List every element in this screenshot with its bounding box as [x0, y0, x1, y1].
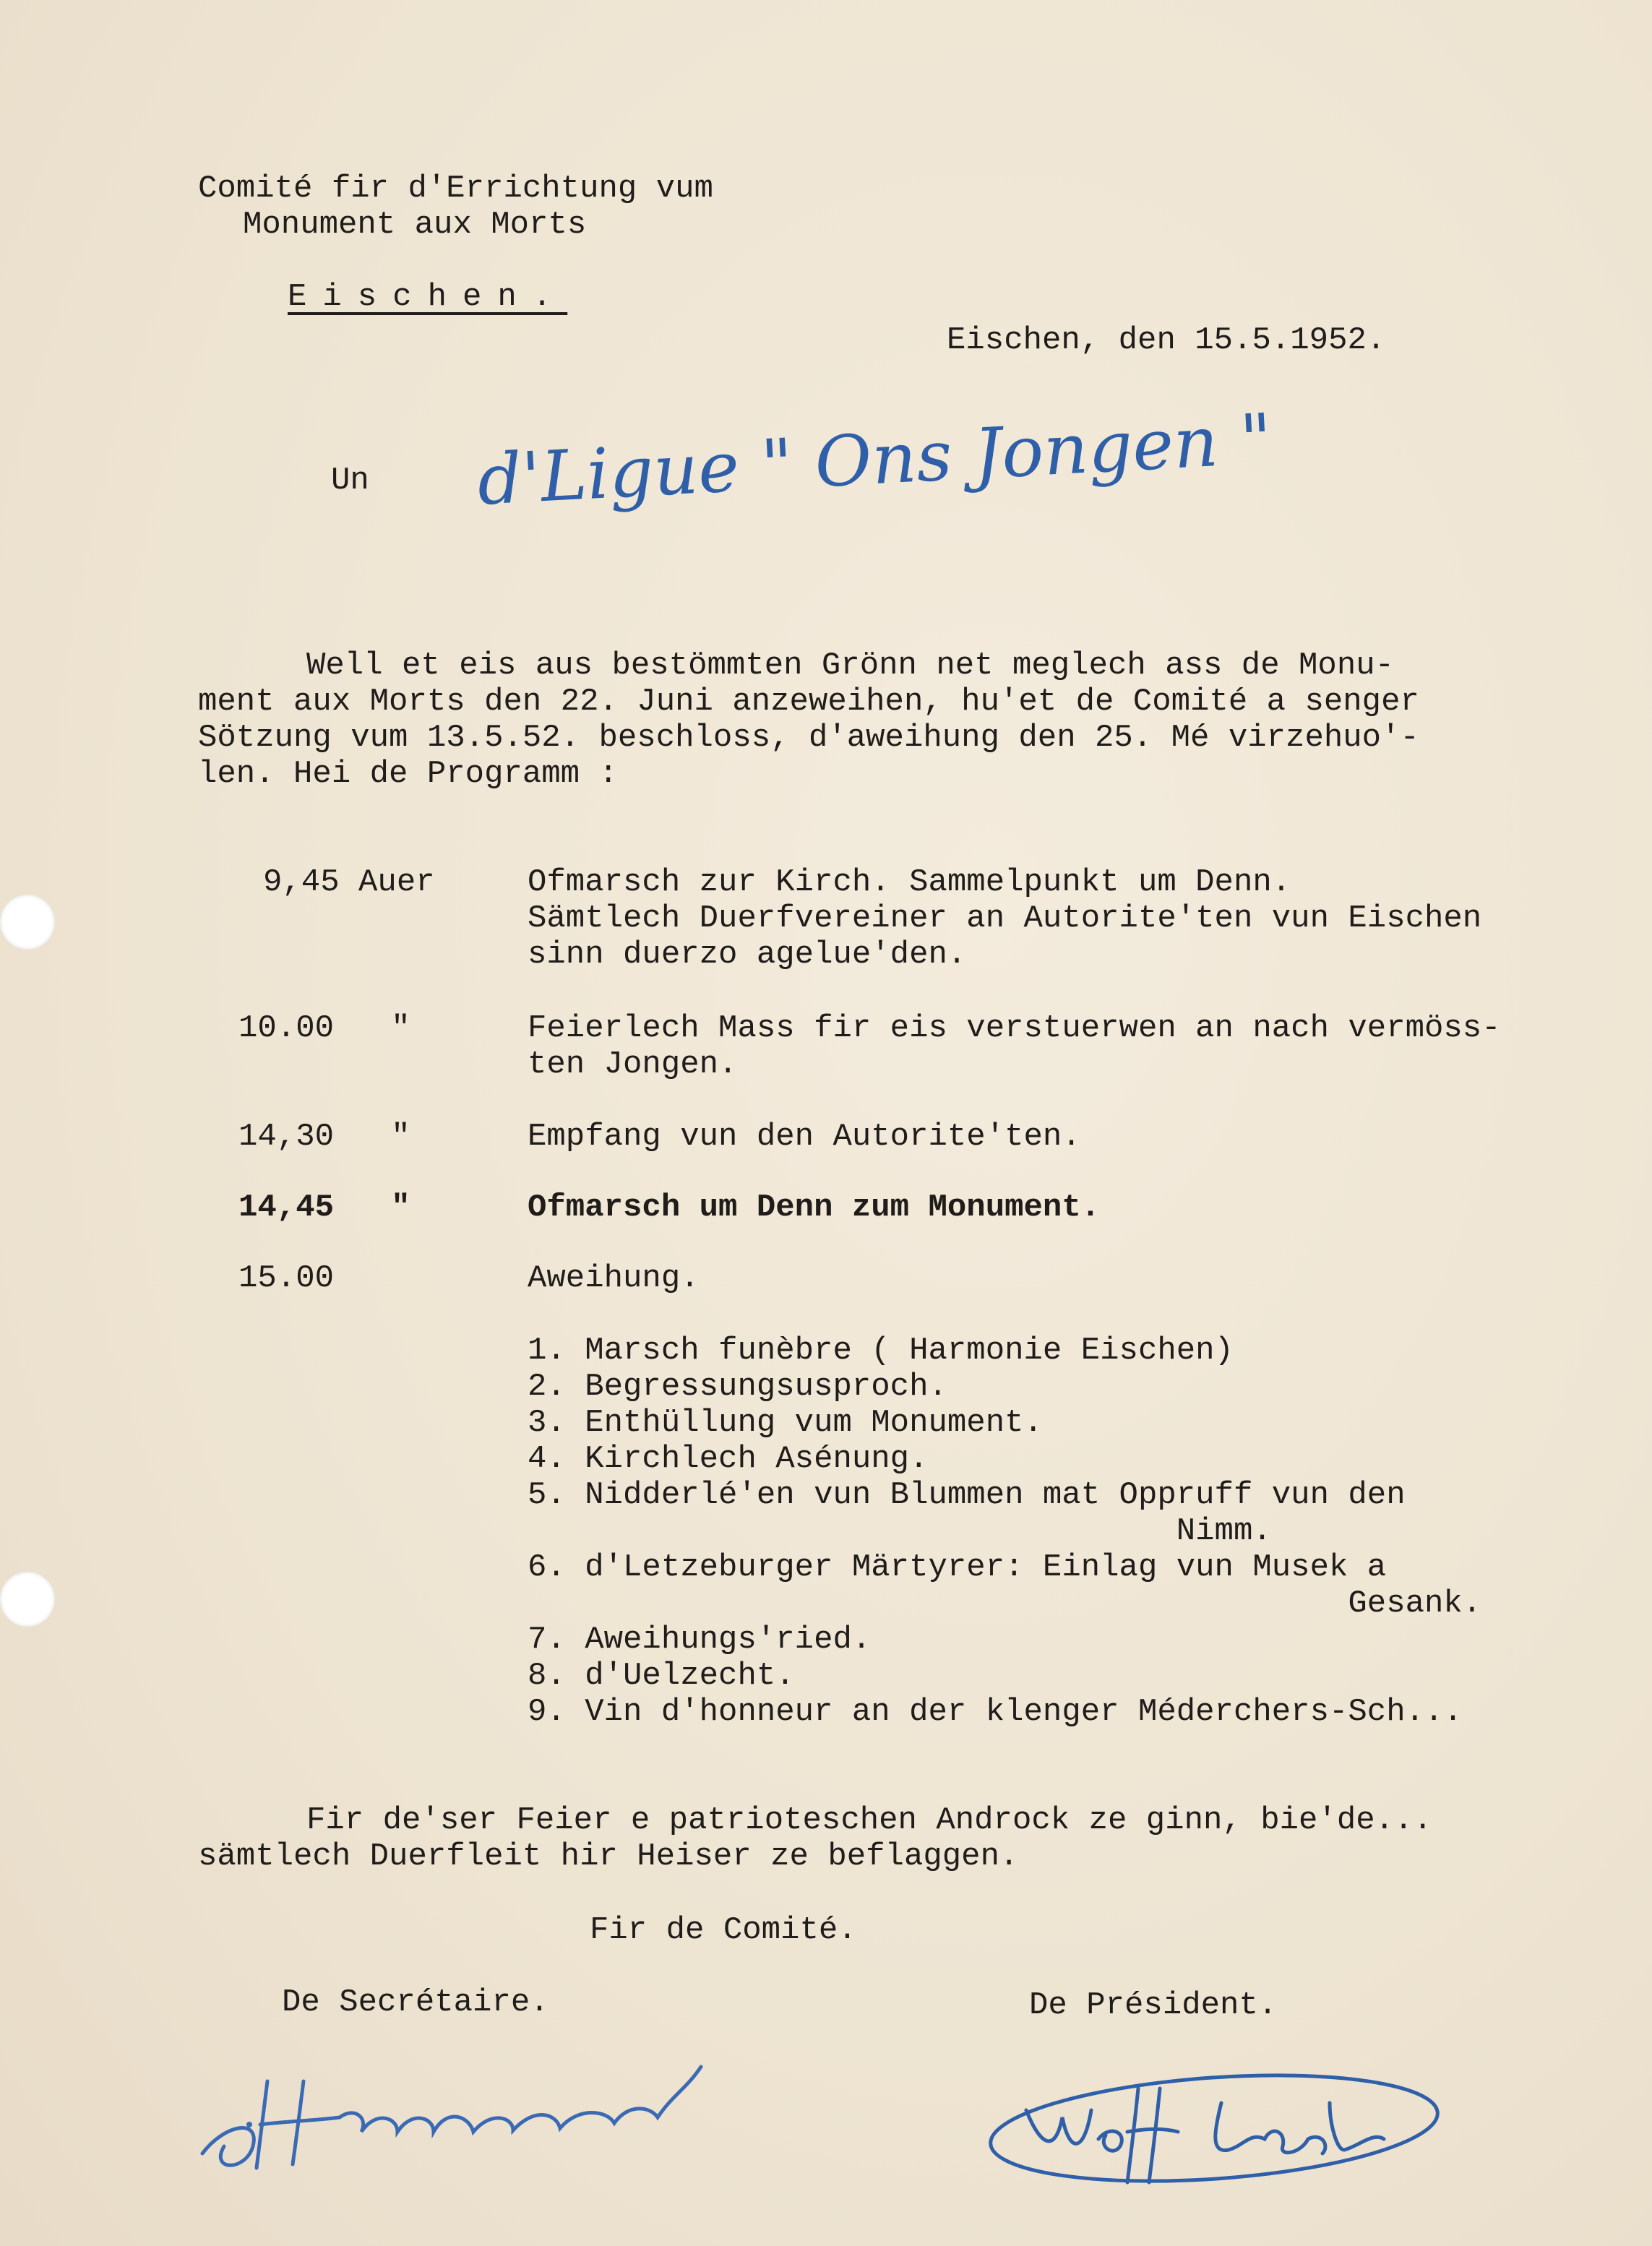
org-line-2: Monument aux Morts	[243, 207, 587, 243]
schedule-text: Empfang vun den Autorite'ten.	[528, 1119, 1081, 1155]
schedule-time: 10.00 "	[238, 1010, 410, 1046]
schedule-text: Aweihung.	[528, 1260, 700, 1296]
schedule-text: ten Jongen.	[528, 1046, 738, 1083]
president-title: De Président.	[1029, 1987, 1278, 2023]
schedule-time: 15.00	[238, 1260, 335, 1296]
program-item: 9. Vin d'honneur an der klenger Méderchers-Sch...	[528, 1694, 1463, 1730]
schedule-text: Sämtlech Duerfvereiner an Autorite'ten vun Eischen	[528, 900, 1482, 937]
schedule-text: Ofmarsch zur Kirch. Sammelpunkt um Denn.	[528, 864, 1291, 900]
closing-line: Fir de'ser Feier e patrioteschen Androck ze ginn, bie'de...	[306, 1802, 1432, 1838]
program-item-continued: Gesank.	[528, 1585, 1482, 1622]
program-item: 5. Nidderlé'en vun Blummen mat Oppruff vun den	[528, 1477, 1406, 1513]
for-committee: Fir de Comité.	[590, 1912, 857, 1948]
place-heading: Eischen.	[288, 279, 568, 315]
schedule-time: 14,30 "	[238, 1119, 410, 1155]
punch-hole	[0, 1572, 55, 1627]
secretary-signature	[181, 2038, 744, 2182]
program-item: 2. Begressungsusproch.	[528, 1369, 947, 1405]
recipient-handwritten: d'Ligue " Ons Jongen "	[475, 398, 1274, 521]
program-item: 4. Kirchlech Asénung.	[528, 1441, 929, 1477]
intro-line: Sötzung vum 13.5.52. beschloss, d'aweihung den 25. Mé virzehuo'-	[198, 720, 1419, 756]
president-signature	[983, 2060, 1445, 2197]
closing-line: sämtlech Duerfleit hir Heiser ze beflaggen.	[198, 1838, 1019, 1875]
secretary-title: De Secrétaire.	[282, 1984, 549, 2021]
program-item: 3. Enthüllung vum Monument.	[528, 1405, 1043, 1441]
schedule-time: 9,45 Auer	[263, 864, 435, 900]
punch-hole	[0, 895, 55, 950]
intro-line: Well et eis aus bestömmten Grönn net meglech ass de Monu-	[306, 647, 1395, 684]
program-item: 8. d'Uelzecht.	[528, 1658, 795, 1694]
recipient-prefix: Un	[331, 462, 369, 499]
program-item: 1. Marsch funèbre ( Harmonie Eischen)	[528, 1333, 1234, 1369]
date-line: Eischen, den 15.5.1952.	[947, 322, 1386, 358]
schedule-text: sinn duerzo agelue'den.	[528, 937, 967, 973]
intro-line: ment aux Morts den 22. Juni anzeweihen, hu'et de Comité a senger	[198, 684, 1419, 720]
org-line-1: Comité fir d'Errichtung vum	[198, 171, 713, 207]
program-item: 6. d'Letzeburger Märtyrer: Einlag vun Musek a	[528, 1549, 1387, 1585]
schedule-time: 14,45 "	[238, 1189, 410, 1226]
intro-line: len. Hei de Programm :	[198, 756, 618, 792]
program-item-continued: Nimm.	[528, 1513, 1272, 1549]
program-item: 7. Aweihungs'ried.	[528, 1622, 872, 1658]
schedule-text: Feierlech Mass fir eis verstuerwen an nach vermöss-	[528, 1010, 1501, 1046]
schedule-text: Ofmarsch um Denn zum Monument.	[528, 1189, 1101, 1226]
